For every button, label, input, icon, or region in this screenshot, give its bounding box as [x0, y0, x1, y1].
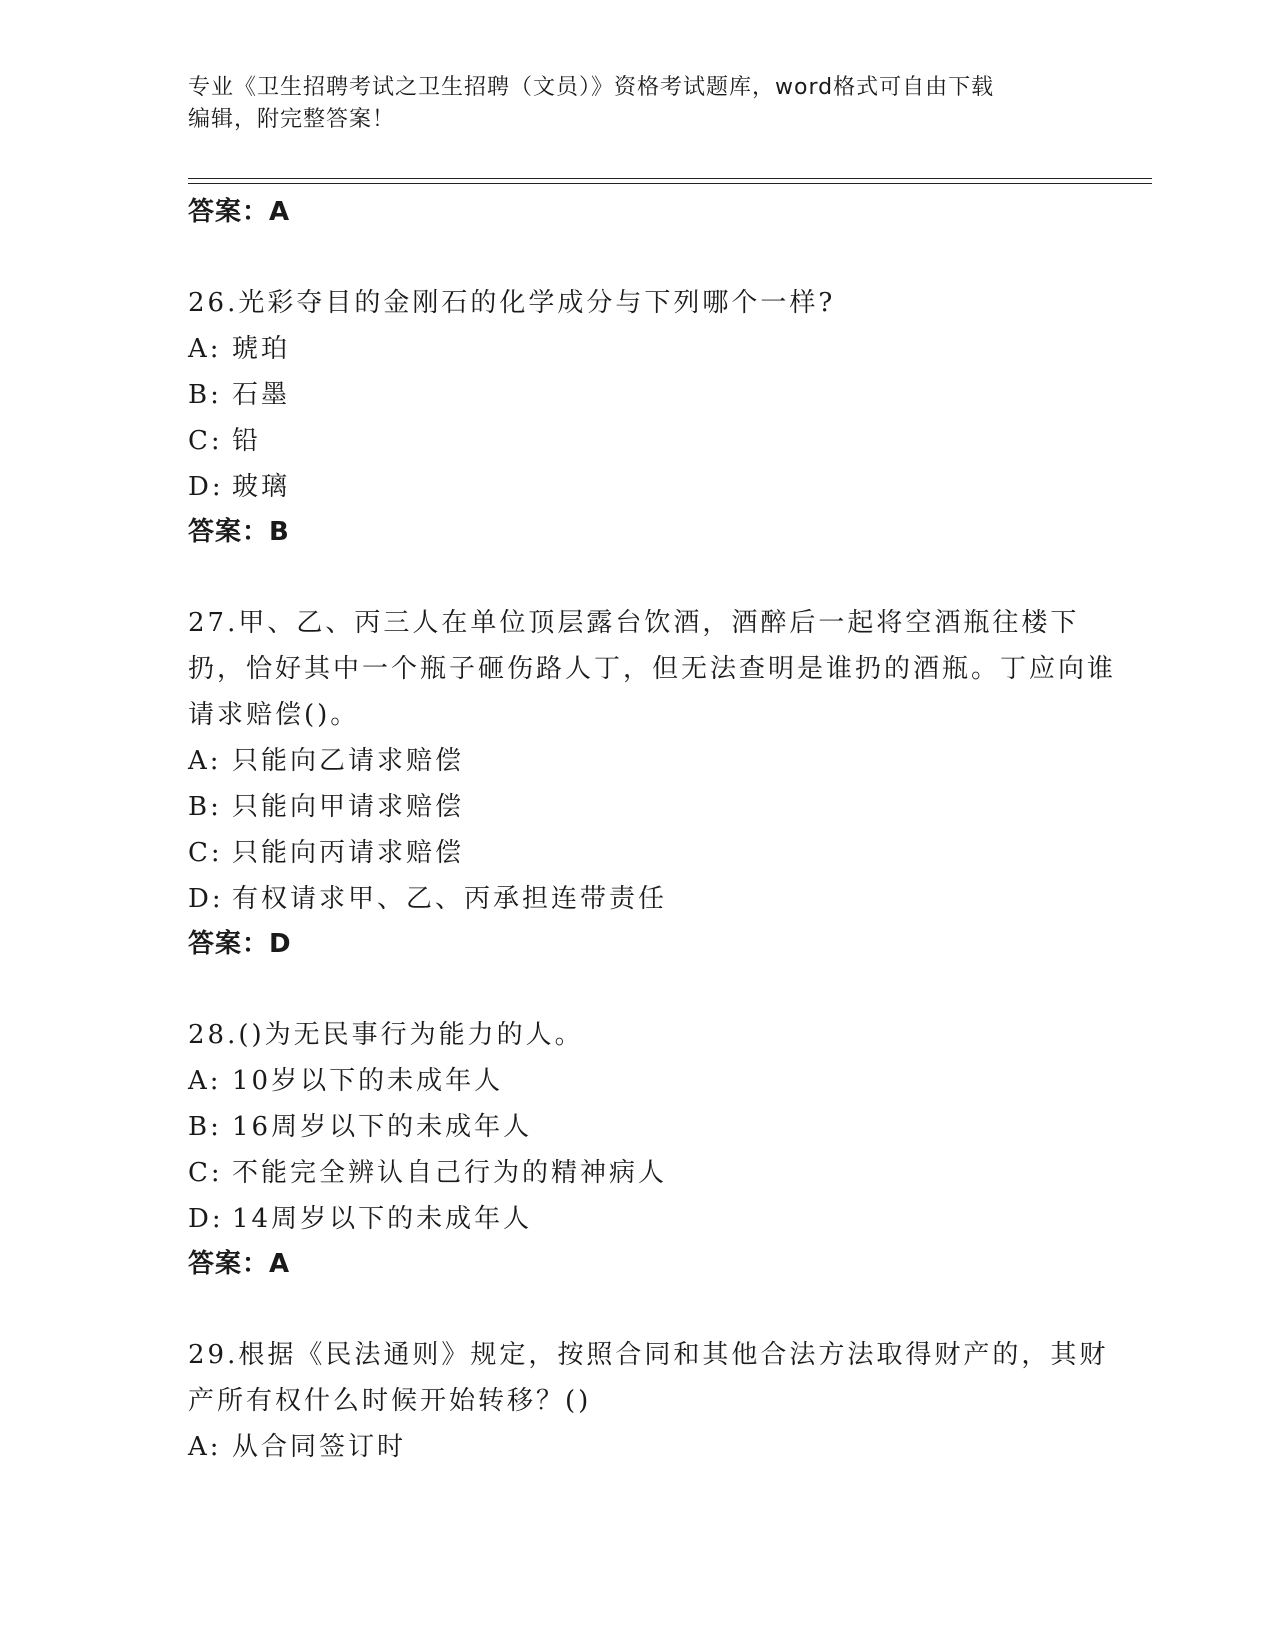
header-divider	[188, 178, 1152, 179]
option-key: C:	[188, 426, 223, 456]
option-d	[188, 1196, 1128, 1242]
question-item	[188, 280, 1128, 554]
question-item	[188, 600, 1128, 966]
question-text: 26.光彩夺目的金刚石的化学成分与下列哪个一样?	[188, 288, 836, 318]
question-text: 29.根据《民法通则》规定，按照合同和其他合法方法取得财产的，其财产所有权什么时候开始转移？()	[188, 1340, 1109, 1416]
option-text: 10岁以下的未成年人	[232, 1066, 504, 1096]
option-b	[188, 1104, 1128, 1150]
option-key: B:	[188, 380, 222, 410]
option-text: 有权请求甲、乙、丙承担连带责任	[232, 884, 668, 914]
option-key: A:	[188, 1066, 222, 1096]
option-text: 玻璃	[232, 472, 291, 502]
option-c	[188, 1150, 1128, 1196]
option-text: 石墨	[232, 380, 291, 410]
option-b	[188, 784, 1128, 830]
option-b	[188, 372, 1128, 418]
option-text: 只能向甲请求赔偿	[232, 792, 465, 822]
option-d	[188, 876, 1128, 922]
answer-line: 答案：A	[188, 197, 291, 227]
answer-line: 答案：B	[188, 517, 290, 547]
option-key: D:	[188, 472, 224, 502]
option-text: 从合同签订时	[232, 1432, 407, 1462]
header-divider	[188, 183, 1152, 184]
header-line-1: 专业《卫生招聘考试之卫生招聘（文员）》资格考试题库，word格式可自由下载	[188, 75, 995, 100]
option-key: A:	[188, 1432, 222, 1462]
option-key: B:	[188, 1112, 222, 1142]
question-text: 27.甲、乙、丙三人在单位顶层露台饮酒，酒醉后一起将空酒瓶往楼下扔，恰好其中一个瓶子砸伤路人丁，但无法查明是谁扔的酒瓶。丁应向谁请求赔偿()。	[188, 608, 1117, 730]
option-key: C:	[188, 838, 223, 868]
option-text: 琥珀	[232, 334, 291, 364]
question-text: 28.()为无民事行为能力的人。	[188, 1020, 584, 1050]
question-item	[188, 1012, 1128, 1286]
option-key: D:	[188, 884, 224, 914]
option-text: 16周岁以下的未成年人	[232, 1112, 533, 1142]
page-header	[188, 72, 1068, 136]
option-text: 只能向乙请求赔偿	[232, 746, 465, 776]
option-d	[188, 464, 1128, 510]
option-c	[188, 418, 1128, 464]
option-key: C:	[188, 1158, 223, 1188]
option-key: A:	[188, 746, 222, 776]
option-key: A:	[188, 334, 222, 364]
option-c	[188, 830, 1128, 876]
answer-line: 答案：D	[188, 929, 292, 959]
answer-line: 答案：A	[188, 1249, 291, 1279]
option-text: 铅	[232, 426, 262, 456]
option-a	[188, 738, 1128, 784]
header-line-2: 编辑，附完整答案！	[188, 107, 396, 132]
option-a	[188, 326, 1128, 372]
option-key: D:	[188, 1204, 224, 1234]
option-text: 14周岁以下的未成年人	[232, 1204, 533, 1234]
option-text: 不能完全辨认自己行为的精神病人	[232, 1158, 668, 1188]
question-list	[188, 190, 1128, 1470]
option-text: 只能向丙请求赔偿	[232, 838, 465, 868]
option-a	[188, 1424, 1128, 1470]
question-item	[188, 1332, 1128, 1470]
option-key: B:	[188, 792, 222, 822]
option-a	[188, 1058, 1128, 1104]
